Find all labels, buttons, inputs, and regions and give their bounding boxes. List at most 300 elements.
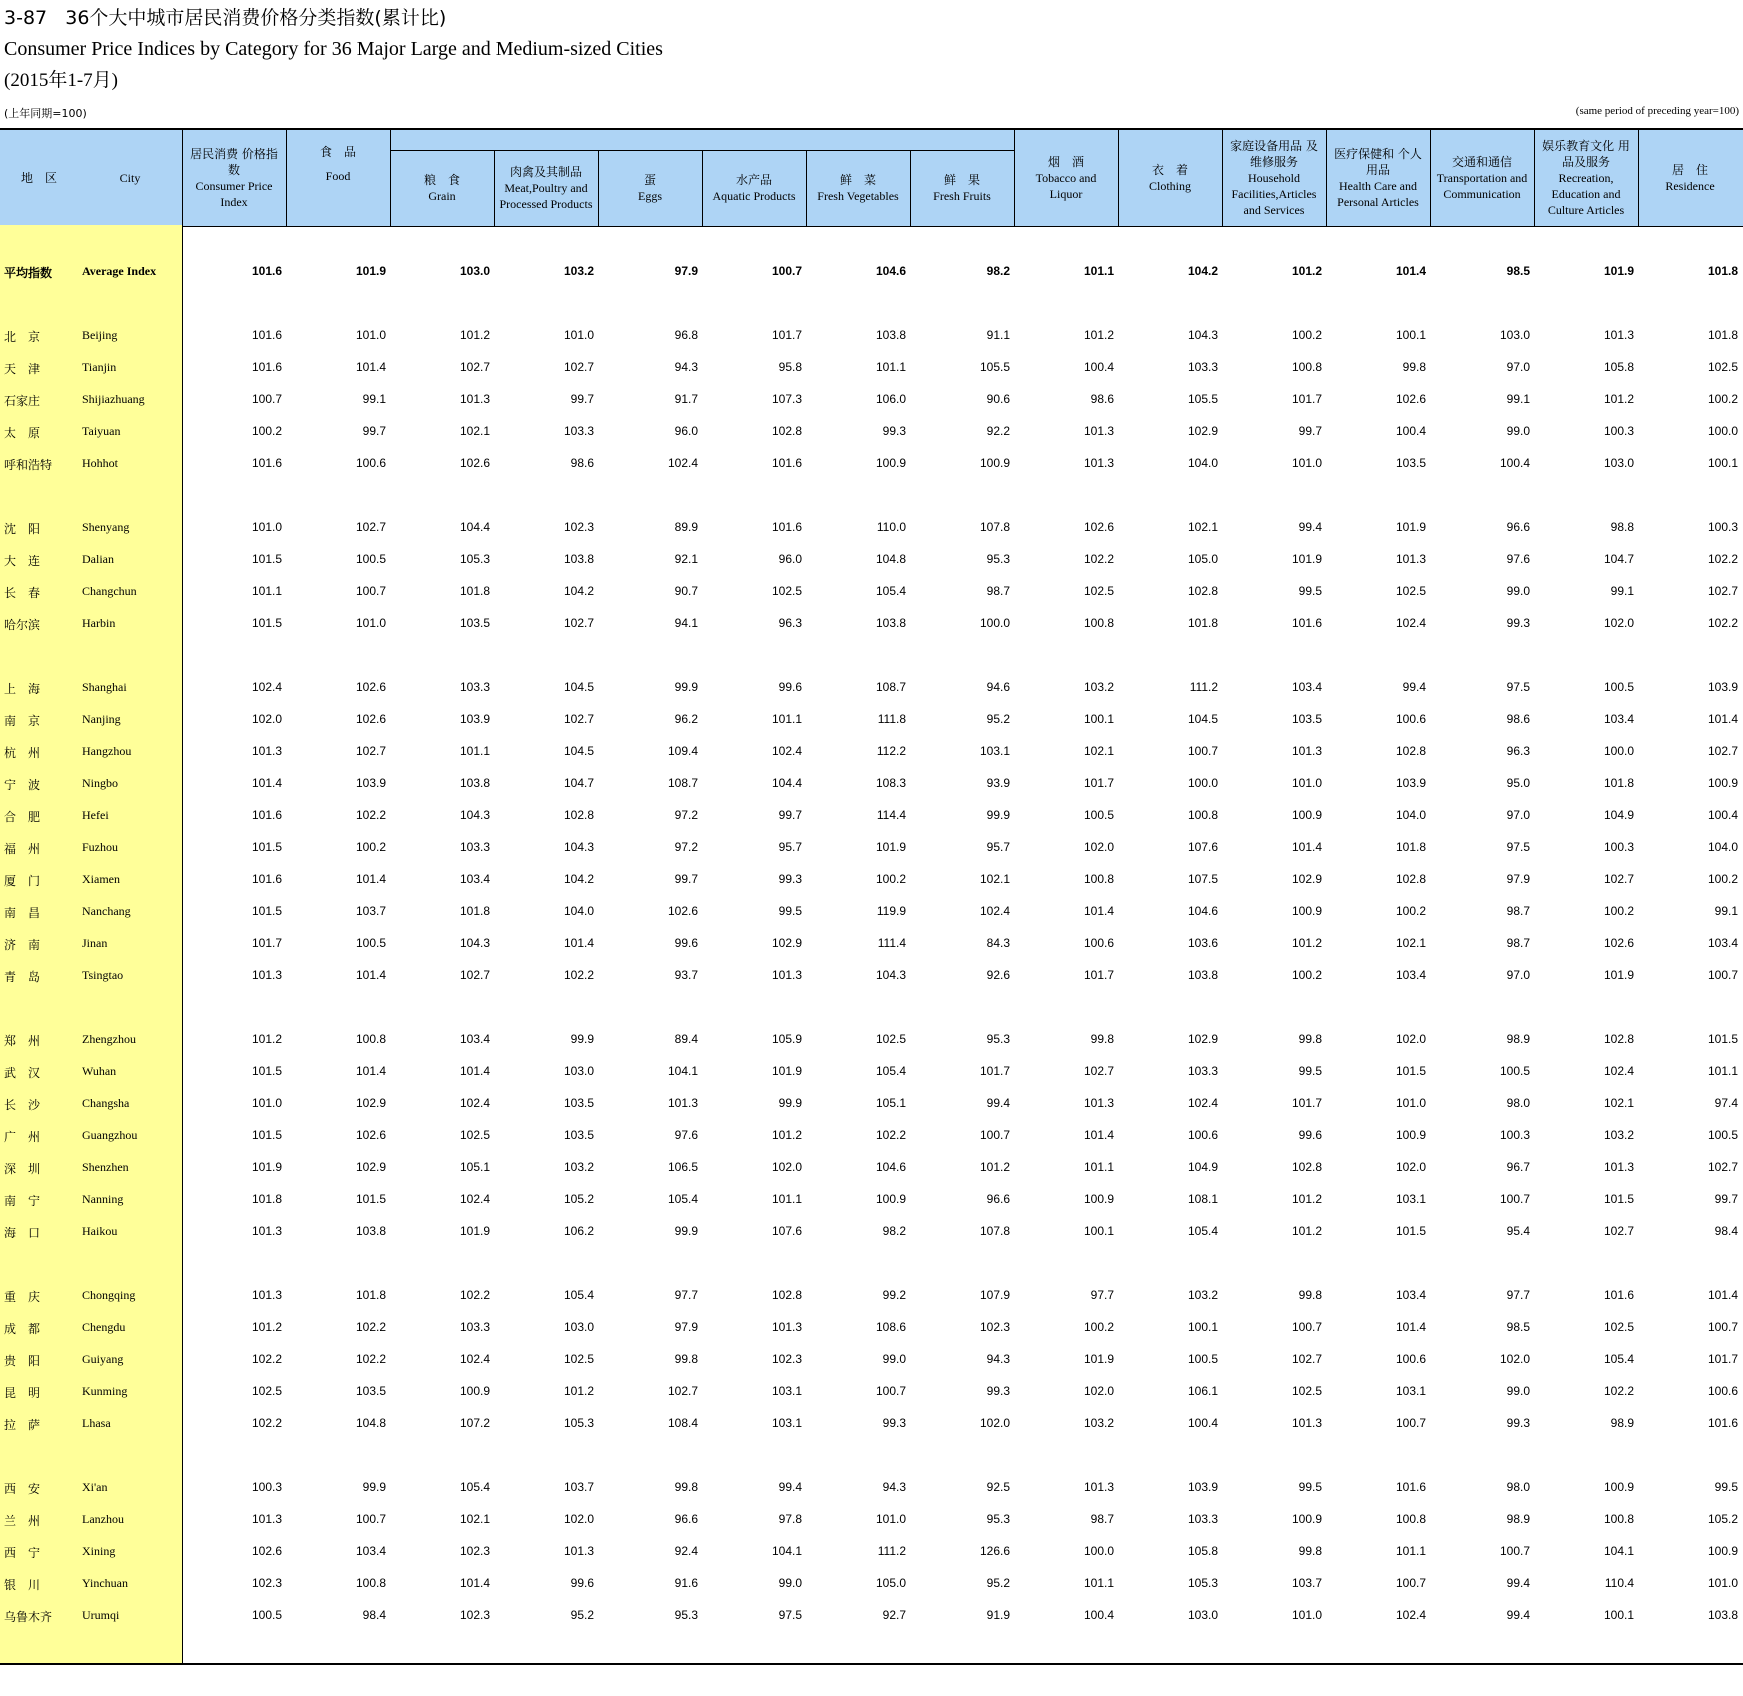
table-cell: 102.1 [1603,1096,1634,1110]
table-cell: 104.7 [1603,552,1634,566]
table-cell: 100.7 [1187,744,1218,758]
table-cell: 102.8 [771,1288,802,1302]
table-cell: 106.5 [667,1160,698,1174]
stub-header-en: City [119,171,141,185]
table-cell: 103.1 [979,744,1010,758]
table-cell: 103.5 [563,1096,594,1110]
table-cell: 101.3 [251,968,282,982]
table-cell: 100.4 [1499,456,1530,470]
table-cell: 101.8 [251,1192,282,1206]
city-name-en: Urumqi [82,1608,120,1622]
table-cell: 101.3 [563,1544,594,1558]
table-cell: 101.2 [1291,936,1322,950]
table-cell: 103.9 [1187,1480,1218,1494]
table-cell: 100.2 [1707,392,1738,406]
table-cell: 97.2 [674,840,698,854]
column-header [1430,130,1534,226]
table-cell: 102.8 [1603,1032,1634,1046]
column-header-zh: 水产品 [735,173,772,187]
city-name-zh: 呼和浩特 [4,458,53,472]
table-cell: 102.0 [1395,1160,1426,1174]
table-cell: 103.4 [355,1544,386,1558]
table-cell: 99.8 [1090,1032,1114,1046]
table-cell: 102.0 [979,1416,1010,1430]
table-cell: 101.5 [1395,1224,1426,1238]
table-cell: 100.7 [771,264,802,278]
city-name-en: Lanzhou [82,1512,124,1526]
table-cell: 95.3 [674,1608,698,1622]
table-cell: 100.5 [1707,1128,1738,1142]
table-cell: 101.9 [251,1160,282,1174]
table-cell: 104.0 [563,904,594,918]
table-cell: 102.4 [459,1096,490,1110]
table-cell: 100.6 [1187,1128,1218,1142]
table-cell: 94.3 [986,1352,1010,1366]
table-cell: 105.5 [1187,392,1218,406]
table-cell: 103.5 [1395,456,1426,470]
table-cell: 99.0 [1506,424,1530,438]
table-cell: 103.7 [1291,1576,1322,1590]
table-cell: 100.7 [1499,1192,1530,1206]
table-cell: 100.7 [1291,1320,1322,1334]
table-cell: 98.5 [1506,1320,1530,1334]
table-cell: 100.8 [1083,616,1114,630]
table-row [0,1574,1743,1594]
table-cell: 94.3 [674,360,698,374]
table-cell: 90.6 [986,392,1010,406]
table-cell: 98.8 [1610,520,1634,534]
table-cell: 101.6 [1395,1480,1426,1494]
city-name-zh: 北 京 [4,330,41,344]
table-cell: 102.8 [1395,744,1426,758]
table-cell: 101.9 [1395,520,1426,534]
column-header [702,150,806,226]
table-cell: 91.9 [986,1608,1010,1622]
column-header [286,130,390,240]
table-cell: 102.5 [563,1352,594,1366]
table-cell: 101.2 [771,1128,802,1142]
table-row [0,902,1743,922]
table-cell: 101.4 [563,936,594,950]
table-cell: 100.7 [1395,1416,1426,1430]
table-cell: 99.5 [1298,584,1322,598]
table-cell: 100.4 [1395,424,1426,438]
city-name-en: Changsha [82,1096,130,1110]
table-cell: 101.3 [251,1224,282,1238]
table-cell: 101.4 [459,1576,490,1590]
table-cell: 111.2 [877,1544,906,1558]
table-cell: 102.1 [979,872,1010,886]
table-cell: 102.6 [459,456,490,470]
table-cell: 101.3 [771,968,802,982]
table-cell: 98.4 [362,1608,386,1622]
table-cell: 100.7 [355,584,386,598]
table-cell: 101.8 [355,1288,386,1302]
grid-line [806,150,807,226]
column-header-zh: 居 住 [1671,163,1708,177]
table-cell: 94.1 [674,616,698,630]
table-cell: 102.1 [1187,520,1218,534]
grid-line [390,150,1014,151]
table-cell: 105.8 [1603,360,1634,374]
table-cell: 105.1 [459,1160,490,1174]
table-cell: 92.7 [882,1608,906,1622]
city-name-zh: 福 州 [4,842,41,856]
table-cell: 101.1 [1083,1576,1114,1590]
table-cell: 92.5 [986,1480,1010,1494]
table-cell: 111.4 [877,936,906,950]
city-name-zh: 沈 阳 [4,522,41,536]
table-cell: 96.7 [1506,1160,1530,1174]
table-cell: 100.6 [1395,1352,1426,1366]
table-cell: 100.1 [1603,1608,1634,1622]
table-cell: 104.9 [1603,808,1634,822]
table-cell: 104.3 [1187,328,1218,342]
table-cell: 100.4 [1187,1416,1218,1430]
table-cell: 102.5 [1083,584,1114,598]
table-row [0,1030,1743,1050]
city-name-zh: 西 宁 [4,1546,41,1560]
table-cell: 108.3 [875,776,906,790]
table-cell: 114.4 [876,808,906,822]
table-cell: 100.0 [1707,424,1738,438]
table-cell: 102.5 [875,1032,906,1046]
table-cell: 102.9 [1187,1032,1218,1046]
city-name-en: Nanjing [82,712,121,726]
table-cell: 102.2 [563,968,594,982]
table-cell: 104.0 [1187,456,1218,470]
table-cell: 102.7 [1291,1352,1322,1366]
table-row [0,390,1743,410]
table-cell: 101.5 [1707,1032,1738,1046]
table-cell: 105.3 [1187,1576,1218,1590]
table-cell: 102.5 [459,1128,490,1142]
table-cell: 100.7 [1499,1544,1530,1558]
table-cell: 100.2 [251,424,282,438]
table-cell: 102.6 [251,1544,282,1558]
grid-line [1430,130,1431,226]
table-cell: 100.1 [1083,712,1114,726]
table-cell: 99.9 [674,1224,698,1238]
table-row [0,1542,1743,1562]
table-cell: 109.4 [667,744,698,758]
city-name-zh: 海 口 [4,1226,41,1240]
table-cell: 103.0 [1499,328,1530,342]
table-cell: 101.1 [459,744,490,758]
column-header-en: Grain [428,189,456,203]
table-cell: 101.1 [1083,264,1114,278]
table-cell: 103.5 [459,616,490,630]
table-cell: 98.2 [986,264,1010,278]
table-cell: 102.7 [563,616,594,630]
table-cell: 91.7 [674,392,698,406]
table-cell: 100.2 [875,872,906,886]
table-cell: 102.6 [1395,392,1426,406]
city-name-en: Beijing [82,328,118,342]
table-cell: 100.7 [979,1128,1010,1142]
table-title-zh [4,4,663,32]
table-cell: 105.4 [875,1064,906,1078]
column-header-en: Consumer Price Index [195,179,273,209]
table-cell: 102.5 [1291,1384,1322,1398]
table-cell: 100.7 [1707,968,1738,982]
table-cell: 102.5 [1395,584,1426,598]
table-cell: 99.1 [1506,392,1530,406]
table-cell: 101.8 [459,584,490,598]
table-cell: 101.7 [1707,1352,1738,1366]
table-cell: 102.2 [251,1416,282,1430]
column-header-en: Clothing [1148,179,1191,193]
table-cell: 102.8 [1291,1160,1322,1174]
table-cell: 103.8 [875,328,906,342]
table-cell: 101.6 [771,520,802,534]
table-cell: 101.0 [1291,456,1322,470]
column-header [1534,130,1638,226]
city-name-zh: 昆 明 [4,1386,41,1400]
grid-line [1118,130,1119,226]
table-cell: 101.4 [1395,264,1426,278]
table-cell: 100.5 [355,936,386,950]
table-cell: 96.2 [674,712,698,726]
table-cell: 100.5 [355,552,386,566]
table-row [0,838,1743,858]
table-cell: 101.3 [771,1320,802,1334]
table-cell: 106.0 [875,392,906,406]
table-cell: 101.1 [1083,1160,1114,1174]
table-cell: 99.9 [674,680,698,694]
table-cell: 100.9 [1291,808,1322,822]
city-name-en: Yinchuan [82,1576,128,1590]
grid-line [494,150,495,226]
table-cell: 102.9 [771,936,802,950]
table-row [0,678,1743,698]
city-name-en: Tianjin [82,360,117,374]
table-cell: 102.3 [251,1576,282,1590]
table-cell: 92.2 [986,424,1010,438]
table-cell: 98.9 [1506,1512,1530,1526]
table-cell: 105.4 [563,1288,594,1302]
grid-line [182,130,183,226]
city-name-en: Shijiazhuang [82,392,145,406]
table-cell: 103.3 [459,840,490,854]
table-cell: 100.9 [1291,904,1322,918]
table-cell: 104.8 [355,1416,386,1430]
table-cell: 103.5 [1291,712,1322,726]
table-cell: 101.2 [979,1160,1010,1174]
table-cell: 102.8 [563,808,594,822]
table-cell: 102.6 [355,1128,386,1142]
table-cell: 100.5 [1499,1064,1530,1078]
table-cell: 101.2 [1291,1224,1322,1238]
table-cell: 101.4 [1083,904,1114,918]
table-cell: 100.8 [1187,808,1218,822]
table-cell: 102.6 [1603,936,1634,950]
table-row [0,1126,1743,1146]
table-cell: 102.2 [459,1288,490,1302]
table-cell: 103.8 [1707,1608,1738,1622]
table-cell: 101.5 [355,1192,386,1206]
table-cell: 100.6 [1395,712,1426,726]
table-cell: 100.9 [1291,1512,1322,1526]
table-cell: 102.7 [355,520,386,534]
city-name-en: Average Index [82,264,157,278]
table-cell: 104.2 [563,872,594,886]
city-name-en: Chengdu [82,1320,126,1334]
table-row [0,1094,1743,1114]
table-cell: 84.3 [986,936,1010,950]
table-cell: 100.5 [251,1608,282,1622]
table-cell: 95.7 [778,840,802,854]
table-cell: 92.4 [674,1544,698,1558]
column-header-en: Transportation and Communication [1436,171,1528,201]
table-cell: 101.0 [355,328,386,342]
city-name-en: Zhengzhou [82,1032,136,1046]
table-cell: 100.3 [251,1480,282,1494]
table-cell: 101.3 [1291,744,1322,758]
table-row [0,1062,1743,1082]
table-cell: 103.0 [1187,1608,1218,1622]
table-cell: 99.5 [1298,1480,1322,1494]
table-cell: 101.3 [251,1288,282,1302]
table-cell: 99.0 [882,1352,906,1366]
table-cell: 101.5 [1603,1192,1634,1206]
city-name-zh: 石家庄 [4,394,41,408]
table-cell: 103.2 [563,264,594,278]
column-header [1118,130,1222,226]
table-row [0,742,1743,762]
table-cell: 102.5 [771,584,802,598]
table-cell: 89.4 [674,1032,698,1046]
table-cell: 105.3 [459,552,490,566]
city-name-zh: 深 圳 [4,1162,41,1176]
table-row [0,326,1743,346]
table-cell: 101.3 [1083,1096,1114,1110]
column-header-en: Food [325,169,351,183]
table-cell: 99.4 [1402,680,1426,694]
table-cell: 102.0 [1499,1352,1530,1366]
table-cell: 101.6 [251,328,282,342]
column-header [1014,130,1118,226]
table-cell: 99.4 [778,1480,802,1494]
table-cell: 102.0 [1395,1032,1426,1046]
table-cell: 105.3 [563,1416,594,1430]
table-cell: 97.7 [1506,1288,1530,1302]
table-cell: 104.4 [459,520,490,534]
table-cell: 99.7 [674,872,698,886]
city-name-en: Haikou [82,1224,118,1238]
table-cell: 101.8 [1187,616,1218,630]
table-cell: 104.6 [875,1160,906,1174]
table-cell: 100.6 [355,456,386,470]
table-cell: 90.7 [674,584,698,598]
table-cell: 101.2 [459,328,490,342]
table-cell: 97.7 [674,1288,698,1302]
city-name-zh: 济 南 [4,938,41,952]
table-cell: 107.6 [1187,840,1218,854]
table-cell: 100.9 [875,456,906,470]
table-cell: 105.0 [1187,552,1218,566]
table-cell: 102.1 [1083,744,1114,758]
table-cell: 97.5 [1506,680,1530,694]
table-cell: 103.4 [1291,680,1322,694]
table-cell: 100.1 [1083,1224,1114,1238]
table-cell: 104.0 [1395,808,1426,822]
table-cell: 89.9 [674,520,698,534]
table-cell: 100.8 [1291,360,1322,374]
table-cell: 101.7 [771,328,802,342]
table-cell: 99.7 [778,808,802,822]
table-cell: 103.9 [1395,776,1426,790]
column-header-en: Recreation, Education and Culture Articles [1547,171,1625,217]
table-title-en: Consumer Price Indices by Category for 36 Major Large and Medium-sized Cities [4,38,663,60]
table-cell: 101.5 [251,840,282,854]
table-cell: 100.7 [251,392,282,406]
table-cell: 101.6 [1603,1288,1634,1302]
table-cell: 98.0 [1506,1096,1530,1110]
column-header [1638,130,1742,226]
table-cell: 101.4 [355,360,386,374]
grid-line [702,150,703,226]
table-cell: 101.5 [251,552,282,566]
table-cell: 99.6 [570,1576,594,1590]
table-cell: 99.8 [1298,1032,1322,1046]
table-cell: 100.9 [875,1192,906,1206]
table-cell: 103.3 [1187,360,1218,374]
table-cell: 93.9 [986,776,1010,790]
table-cell: 102.3 [563,520,594,534]
table-cell: 100.2 [1707,872,1738,886]
table-cell: 101.6 [771,456,802,470]
table-period: (2015年1-7月) [4,70,118,91]
table-cell: 100.2 [1395,904,1426,918]
table-cell: 101.5 [251,904,282,918]
table-cell: 99.9 [362,1480,386,1494]
table-cell: 96.3 [778,616,802,630]
table-cell: 100.0 [1603,744,1634,758]
table-cell: 103.2 [1603,1128,1634,1142]
table-cell: 98.7 [1506,904,1530,918]
column-header [390,150,494,226]
table-cell: 99.4 [986,1096,1010,1110]
table-row [0,582,1743,602]
table-cell: 101.4 [355,872,386,886]
table-cell: 96.0 [674,424,698,438]
city-name-en: Lhasa [82,1416,111,1430]
city-name-en: Jinan [82,936,108,950]
table-cell: 101.4 [459,1064,490,1078]
table-cell: 103.4 [459,872,490,886]
table-cell: 103.3 [1187,1064,1218,1078]
table-cell: 103.4 [1707,936,1738,950]
table-cell: 111.8 [877,712,906,726]
city-name-en: Shenyang [82,520,130,534]
table-cell: 104.7 [563,776,594,790]
table-cell: 102.5 [1603,1320,1634,1334]
table-cell: 102.7 [355,744,386,758]
grid-line [1638,130,1639,226]
table-cell: 99.3 [882,424,906,438]
table-cell: 101.1 [771,712,802,726]
table-cell: 101.9 [1603,264,1634,278]
table-cell: 102.1 [459,1512,490,1526]
table-cell: 107.2 [459,1416,490,1430]
table-cell: 107.3 [771,392,802,406]
table-cell: 100.9 [979,456,1010,470]
table-cell: 102.2 [355,1352,386,1366]
table-row [0,774,1743,794]
table-cell: 100.9 [1395,1128,1426,1142]
table-cell: 100.1 [1187,1320,1218,1334]
